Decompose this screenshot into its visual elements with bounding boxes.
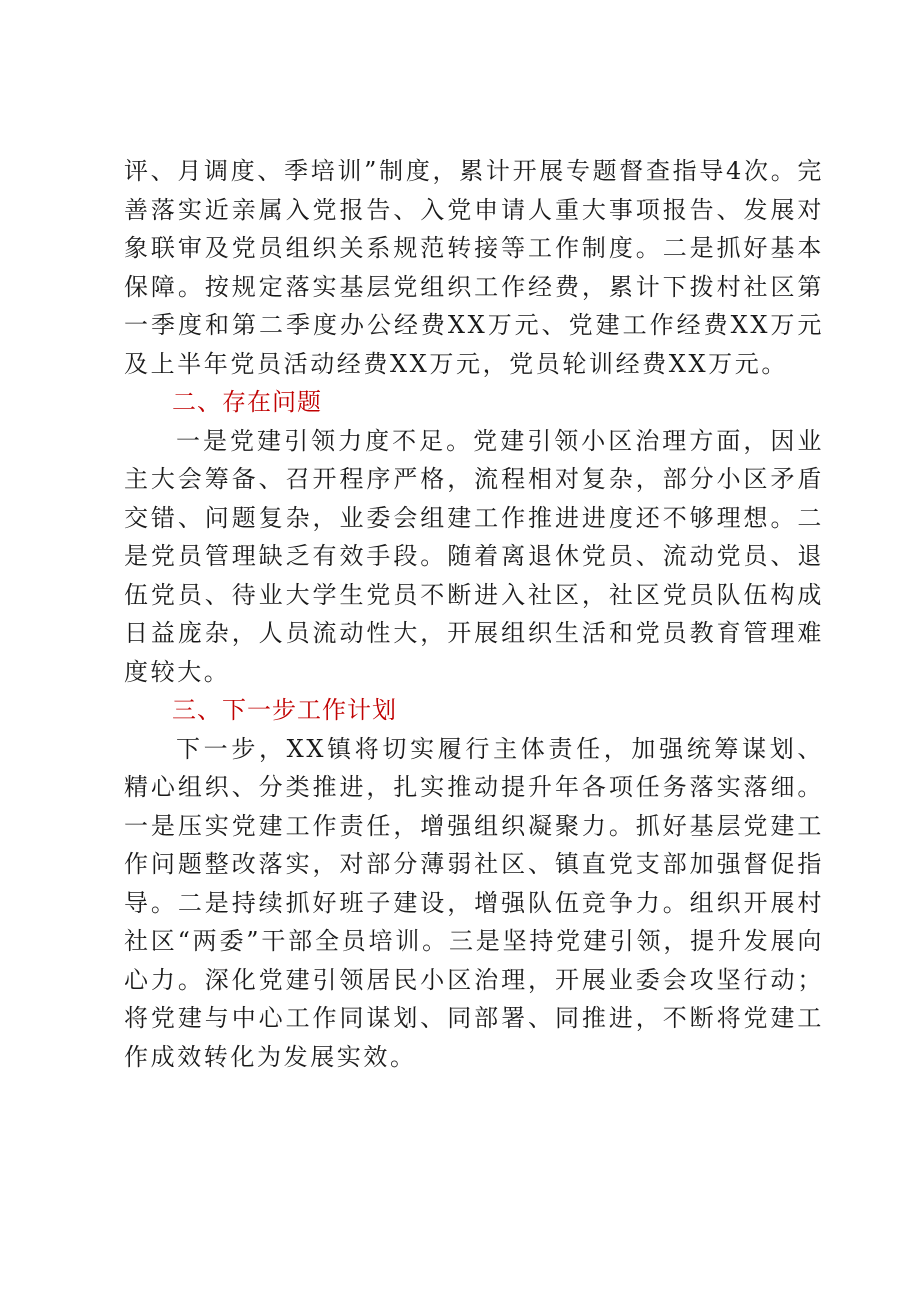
document-body (124, 152, 824, 1076)
paragraph-problems: 一是党建引领力度不足。党建引领小区治理方面，因业主大会筹备、召开程序严格，流程相对复杂，部分小区矛盾交错、问题复杂，业委会组建工作推进进度还不够理想。二是党员管理缺乏有效手段。随着离退休党员、流动党员、退伍党员、待业大学生党员不断进入社区，社区党员队伍构成日益庞杂，人员流动性大，开展组织生活和党员教育管理难度较大。 (124, 426, 824, 686)
section-heading-problems: 二、存在问题 (172, 388, 322, 416)
paragraph-continuation: 评、月调度、季培训”制度，累计开展专题督查指导4次。完善落实近亲属入党报告、入党申请人重大事项报告、发展对象联审及党员组织关系规范转接等工作制度。二是抓好基本保障。按规定落实基层党组织工作经费，累计下拨村社区第一季度和第二季度办公经费XX万元、党建工作经费XX万元及上半年党员活动经费XX万元，党员轮训经费XX万元。 (124, 157, 824, 378)
section-heading-next-steps: 三、下一步工作计划 (172, 696, 397, 724)
paragraph-next-steps: 下一步，XX镇将切实履行主体责任，加强统筹谋划、精心组织、分类推进，扎实推动提升年各项任务落实落细。一是压实党建工作责任，增强组织凝聚力。抓好基层党建工作问题整改落实，对部分薄弱社区、镇直党支部加强督促指导。二是持续抓好班子建设，增强队伍竞争力。组织开展村社区“两委”干部全员培训。三是坚持党建引领，提升发展向心力。深化党建引领居民小区治理，开展业委会攻坚行动；将党建与中心工作同谋划、同部署、同推进，不断将党建工作成效转化为发展实效。 (124, 734, 824, 1071)
